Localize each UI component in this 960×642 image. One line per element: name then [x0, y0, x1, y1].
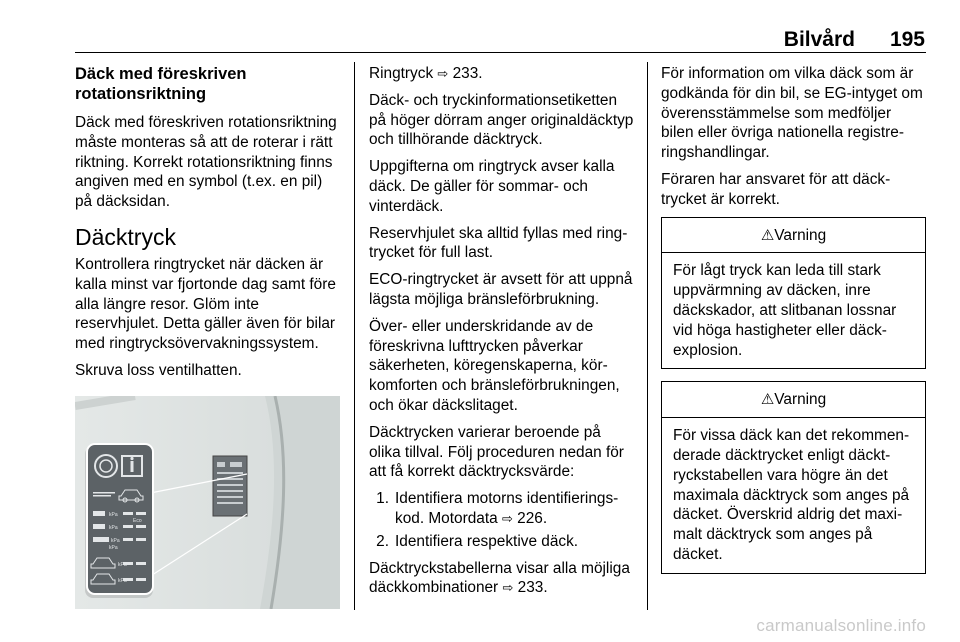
warning-box [661, 381, 926, 573]
paragraph: Reservhjulet ska alltid fyllas med ringtrycket för full last. [369, 224, 628, 262]
paragraph: Däck- och tryckinformationsetiketten på höger dörram anger originaldäcktyp och tillhörande däcktryck. [369, 91, 634, 149]
paragraph [369, 64, 635, 84]
column-divider-2 [647, 62, 648, 610]
warning-header [662, 218, 925, 254]
kpa-label: kPa [118, 562, 127, 568]
column-divider-1 [354, 62, 355, 610]
tire-pressure-label-photo [75, 396, 340, 609]
page-reference-arrow-icon: ⇨ [501, 510, 513, 526]
warning-text: För vissa däck kan det rekommenderade däcktrycket enligt däcktryckstabellen vara högre än det maximala däcktryck som anges på däcket. Överskrid aldrig det maximalt däcktryck som anges på däcket. [673, 427, 910, 563]
step-number: 2. [376, 532, 389, 550]
paragraph: Däck med föreskriven rotationsriktning måste monteras så att de roterar i rätt riktning. Korrekt rotationsriktning finns angiven med en symbol (t.ex. en pil) på däcksidan. [75, 114, 337, 211]
paragraph: Däcktrycken varierar beroende på olika tillval. Följ proceduren nedan för att få korrekt däcktrycksvärde: [369, 423, 624, 481]
paragraph [369, 559, 635, 599]
warning-box [661, 217, 926, 370]
door-frame-illustration [75, 396, 340, 609]
paragraph: Uppgifterna om ringtryck avser kalla däck. De gäller för sommar- och vinterdäck. [369, 158, 615, 215]
paragraph: Föraren har ansvaret för att däcktrycket är korrekt. [661, 170, 891, 208]
kpa-label: kPa [109, 525, 118, 531]
paragraph: Över- eller underskridande av de föreskrivna lufttrycken påverkar säkerheten, köregenskaperna, körkomforten och bränsleförbrukningen, och ökar däckslitaget. [369, 317, 620, 414]
warning-title: Varning [774, 226, 827, 244]
kpa-label: kPa [109, 545, 118, 551]
link-text: Ringtryck [369, 65, 434, 82]
paragraph: Skruva loss ventilhatten. [75, 361, 242, 379]
subsection-heading: Däck med föreskriven rotationsriktning [75, 65, 247, 103]
procedure-steps [369, 489, 635, 551]
page-reference[interactable]: 233. [517, 579, 548, 597]
kpa-label: kPa [111, 538, 120, 544]
list-item [369, 489, 635, 529]
step-text: Identifiera respektive däck. [395, 532, 579, 550]
kpa-label: kPa [109, 512, 118, 518]
header-rule [75, 52, 926, 53]
watermark: carmanualsonline.info [756, 616, 926, 635]
page-reference[interactable]: 233. [452, 65, 483, 82]
list-item [369, 532, 635, 552]
column-2 [369, 64, 635, 605]
warning-triangle-icon: ⚠ [760, 391, 775, 409]
kpa-label: kPa [118, 578, 127, 584]
page-reference-arrow-icon: ⇨ [502, 580, 514, 596]
warning-header [662, 382, 925, 418]
header-title: Bilvård [783, 28, 855, 51]
paragraph-text: Däcktryckstabellerna visar alla möjliga däckkombinationer [369, 559, 630, 597]
column-3 [661, 64, 926, 586]
warning-title: Varning [774, 391, 827, 409]
eco-label: Eco [133, 518, 142, 524]
warning-triangle-icon: ⚠ [760, 226, 775, 244]
section-title: Däcktryck [75, 223, 176, 250]
paragraph: ECO-ringtrycket är avsett för att uppnå lägsta möjliga bränsleförbrukning. [369, 271, 633, 308]
page-reference[interactable]: 226. [517, 509, 548, 527]
paragraph: Kontrollera ringtrycket när däcken är kalla minst var fjortonde dag samt före alla längre resor. Glöm inte reservhjulet. Detta gäller även för bilar med ringtrycksövervakningssystem. [75, 255, 336, 353]
page-reference-arrow-icon: ⇨ [437, 66, 449, 81]
step-text: Identifiera motorns identifieringskod. Motordata [395, 490, 619, 527]
page-number: 195 [889, 28, 925, 51]
warning-text: För lågt tryck kan leda till stark uppvärmning av däcken, inre däckskador, att slitbanan lossnar vid höga hastigheter eller däckexplosion. [673, 262, 897, 359]
paragraph: För information om vilka däck som är godkända för din bil, se EG-intyget om överensstämmelse som medföljer bilen eller övriga nationella registreringshandlingar. [661, 65, 923, 162]
step-number: 1. [376, 490, 389, 508]
column-1 [75, 64, 340, 388]
